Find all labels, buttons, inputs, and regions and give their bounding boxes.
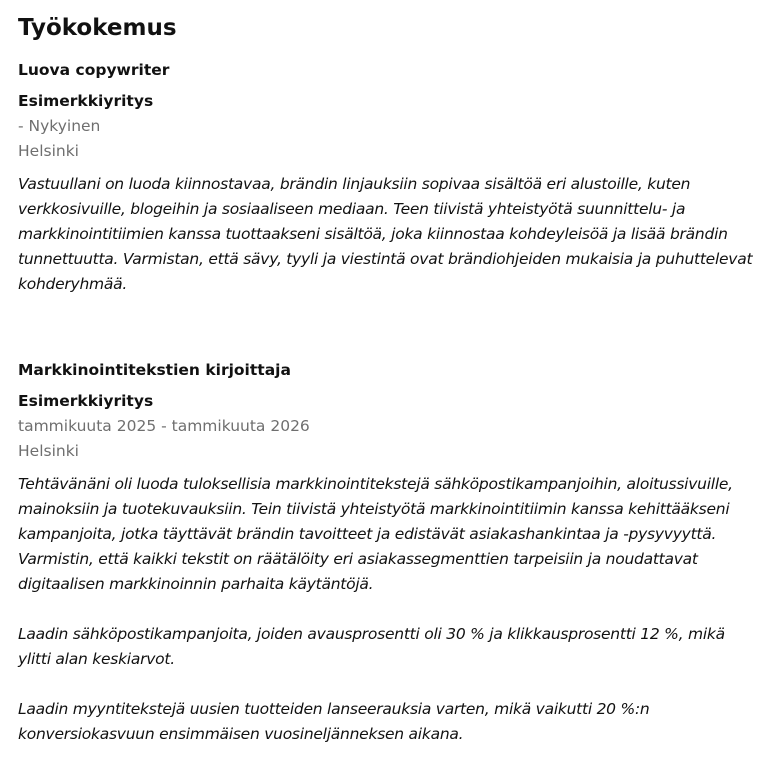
job-location: Helsinki xyxy=(18,142,79,160)
job-dates: - Nykyinen xyxy=(18,117,101,135)
job-entry xyxy=(18,58,758,297)
company-name: Esimerkkiyritys xyxy=(18,92,154,110)
company-name: Esimerkkiyritys xyxy=(18,392,154,410)
section-title: Työkokemus xyxy=(18,15,177,41)
job-location: Helsinki xyxy=(18,442,79,460)
job-entry xyxy=(18,358,758,747)
job-description: Vastuullani on luoda kiinnostavaa, brändin linjauksiin sopivaa sisältöä eri alustoille, kuten verkkosivuille, blogeihin ja sosiaaliseen mediaan. Teen tiivistä yhteistyötä suunnittelu- ja markkinointitiimien kanssa tuottaakseni sisältöä, joka kiinnostaa kohdeyleisöä ja lisää brändin tunnettuutta. Varmistan, että sävy, tyyli ja viestintä ovat brändiohjeiden mukaisia ja puhuttelevat kohderyhmää. xyxy=(18,175,753,293)
job-title: Luova copywriter xyxy=(18,61,170,79)
job-description: Tehtävänäni oli luoda tuloksellisia markkinointitekstejä sähköpostikampanjoihin, aloitussivuille, mainoksiin ja tuotekuvauksiin. Tein tiivistä yhteistyötä markkinointitiimin kanssa kehittääkseni kampanjoita, jotka täyttävät brändin tavoitteet ja edistävät asiakashankintaa ja -pysyvyyttä. Varmistin, että kaikki tekstit on räätälöity eri asiakassegmenttien tarpeisiin ja noudattavat digitaalisen markkinoinnin parhaita käytäntöjä. xyxy=(18,475,733,593)
job-achievement: Laadin sähköpostikampanjoita, joiden avausprosentti oli 30 % ja klikkausprosentti 12 %, mikä ylitti alan keskiarvot. xyxy=(18,625,725,668)
job-achievement: Laadin myyntitekstejä uusien tuotteiden lanseerauksia varten, mikä vaikutti 20 %:n konversiokasvuun ensimmäisen vuosineljänneksen aikana. xyxy=(18,700,650,743)
job-dates: tammikuuta 2025 - tammikuuta 2026 xyxy=(18,417,310,435)
job-title: Markkinointitekstien kirjoittaja xyxy=(18,361,291,379)
